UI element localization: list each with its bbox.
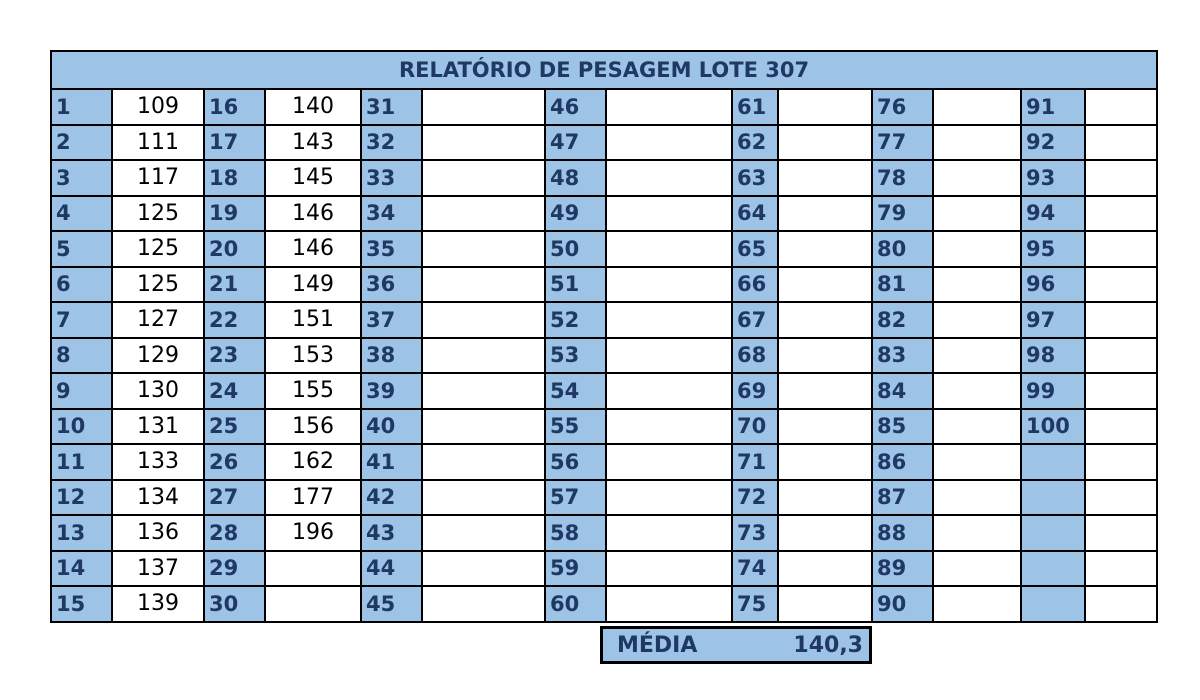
weight-cell — [1085, 515, 1157, 551]
weight-cell — [933, 373, 1021, 409]
animal-number-cell: 66 — [732, 267, 778, 303]
animal-number-cell: 21 — [204, 267, 265, 303]
weight-cell — [422, 89, 545, 125]
weight-cell — [606, 373, 732, 409]
table-row — [51, 89, 1157, 125]
animal-number-cell: 36 — [361, 267, 422, 303]
weight-cell — [778, 586, 872, 622]
animal-number-cell: 56 — [545, 444, 606, 480]
weight-cell — [422, 267, 545, 303]
weight-cell: 140 — [265, 89, 361, 125]
table-row — [51, 267, 1157, 303]
table-row — [51, 302, 1157, 338]
animal-number-cell: 32 — [361, 125, 422, 161]
animal-number-cell: 6 — [51, 267, 112, 303]
weight-cell — [778, 231, 872, 267]
animal-number-cell: 100 — [1021, 409, 1085, 445]
weight-cell: 131 — [112, 409, 204, 445]
animal-number-cell — [1021, 515, 1085, 551]
animal-number-cell: 94 — [1021, 196, 1085, 232]
weight-cell — [422, 231, 545, 267]
report-title: RELATÓRIO DE PESAGEM LOTE 307 — [51, 51, 1157, 89]
weight-cell: 146 — [265, 196, 361, 232]
weight-cell — [933, 515, 1021, 551]
weight-cell: 111 — [112, 125, 204, 161]
animal-number-cell: 76 — [872, 89, 933, 125]
weight-cell — [778, 515, 872, 551]
table-row — [51, 160, 1157, 196]
weight-cell — [606, 409, 732, 445]
animal-number-cell: 13 — [51, 515, 112, 551]
weight-cell — [422, 338, 545, 374]
animal-number-cell: 78 — [872, 160, 933, 196]
weight-cell — [422, 586, 545, 622]
weight-cell — [1085, 196, 1157, 232]
weight-cell: 177 — [265, 480, 361, 516]
weight-cell: 136 — [112, 515, 204, 551]
animal-number-cell: 27 — [204, 480, 265, 516]
weight-cell — [606, 267, 732, 303]
weight-cell: 134 — [112, 480, 204, 516]
animal-number-cell: 55 — [545, 409, 606, 445]
table-row — [51, 125, 1157, 161]
weight-cell — [606, 160, 732, 196]
weight-cell — [933, 551, 1021, 587]
animal-number-cell: 82 — [872, 302, 933, 338]
weight-cell — [933, 89, 1021, 125]
animal-number-cell: 89 — [872, 551, 933, 587]
weight-cell — [1085, 444, 1157, 480]
weight-cell — [1085, 267, 1157, 303]
animal-number-cell — [1021, 444, 1085, 480]
animal-number-cell: 70 — [732, 409, 778, 445]
animal-number-cell: 47 — [545, 125, 606, 161]
table-row — [51, 444, 1157, 480]
weight-cell: 145 — [265, 160, 361, 196]
animal-number-cell: 33 — [361, 160, 422, 196]
weight-cell: 130 — [112, 373, 204, 409]
weight-cell — [778, 373, 872, 409]
animal-number-cell: 9 — [51, 373, 112, 409]
animal-number-cell: 69 — [732, 373, 778, 409]
weight-cell — [933, 125, 1021, 161]
weight-cell: 127 — [112, 302, 204, 338]
animal-number-cell: 96 — [1021, 267, 1085, 303]
animal-number-cell: 25 — [204, 409, 265, 445]
weight-cell: 143 — [265, 125, 361, 161]
weight-cell — [1085, 551, 1157, 587]
animal-number-cell: 15 — [51, 586, 112, 622]
weight-cell: 149 — [265, 267, 361, 303]
weight-cell — [778, 444, 872, 480]
animal-number-cell: 20 — [204, 231, 265, 267]
weight-cell — [933, 444, 1021, 480]
table-row — [51, 196, 1157, 232]
animal-number-cell: 65 — [732, 231, 778, 267]
animal-number-cell — [1021, 551, 1085, 587]
animal-number-cell: 90 — [872, 586, 933, 622]
weight-cell — [933, 409, 1021, 445]
animal-number-cell: 73 — [732, 515, 778, 551]
animal-number-cell: 59 — [545, 551, 606, 587]
table-row — [51, 551, 1157, 587]
animal-number-cell: 42 — [361, 480, 422, 516]
animal-number-cell: 10 — [51, 409, 112, 445]
table-row — [51, 515, 1157, 551]
animal-number-cell: 12 — [51, 480, 112, 516]
animal-number-cell: 46 — [545, 89, 606, 125]
animal-number-cell: 23 — [204, 338, 265, 374]
weight-cell: 162 — [265, 444, 361, 480]
weight-cell — [1085, 586, 1157, 622]
animal-number-cell: 1 — [51, 89, 112, 125]
weight-cell — [422, 409, 545, 445]
weight-cell — [933, 338, 1021, 374]
animal-number-cell: 7 — [51, 302, 112, 338]
weight-cell — [422, 125, 545, 161]
animal-number-cell: 22 — [204, 302, 265, 338]
animal-number-cell: 67 — [732, 302, 778, 338]
weight-cell: 146 — [265, 231, 361, 267]
animal-number-cell: 16 — [204, 89, 265, 125]
animal-number-cell: 68 — [732, 338, 778, 374]
weight-cell — [933, 302, 1021, 338]
animal-number-cell: 35 — [361, 231, 422, 267]
animal-number-cell: 43 — [361, 515, 422, 551]
weight-cell — [422, 515, 545, 551]
weighing-report-table — [50, 50, 1158, 623]
animal-number-cell: 85 — [872, 409, 933, 445]
weight-cell: 117 — [112, 160, 204, 196]
animal-number-cell: 80 — [872, 231, 933, 267]
weight-cell — [606, 338, 732, 374]
animal-number-cell: 86 — [872, 444, 933, 480]
animal-number-cell: 44 — [361, 551, 422, 587]
average-box — [600, 626, 872, 664]
animal-number-cell: 17 — [204, 125, 265, 161]
animal-number-cell: 34 — [361, 196, 422, 232]
animal-number-cell: 72 — [732, 480, 778, 516]
weight-cell — [1085, 89, 1157, 125]
animal-number-cell: 62 — [732, 125, 778, 161]
table-row — [51, 338, 1157, 374]
weight-cell — [778, 160, 872, 196]
table-row — [51, 231, 1157, 267]
animal-number-cell: 38 — [361, 338, 422, 374]
animal-number-cell: 88 — [872, 515, 933, 551]
animal-number-cell: 53 — [545, 338, 606, 374]
weight-cell — [1085, 480, 1157, 516]
weight-cell: 139 — [112, 586, 204, 622]
table-row — [51, 480, 1157, 516]
animal-number-cell: 51 — [545, 267, 606, 303]
animal-number-cell: 28 — [204, 515, 265, 551]
animal-number-cell: 91 — [1021, 89, 1085, 125]
animal-number-cell: 61 — [732, 89, 778, 125]
weight-cell — [778, 89, 872, 125]
weight-cell — [778, 551, 872, 587]
animal-number-cell: 60 — [545, 586, 606, 622]
animal-number-cell: 74 — [732, 551, 778, 587]
weight-cell — [778, 480, 872, 516]
animal-number-cell: 31 — [361, 89, 422, 125]
animal-number-cell: 99 — [1021, 373, 1085, 409]
weight-cell: 133 — [112, 444, 204, 480]
weight-cell: 109 — [112, 89, 204, 125]
animal-number-cell: 4 — [51, 196, 112, 232]
animal-number-cell: 71 — [732, 444, 778, 480]
animal-number-cell: 92 — [1021, 125, 1085, 161]
weight-cell — [1085, 338, 1157, 374]
weight-cell: 137 — [112, 551, 204, 587]
weight-cell — [933, 160, 1021, 196]
animal-number-cell: 81 — [872, 267, 933, 303]
animal-number-cell: 95 — [1021, 231, 1085, 267]
weight-cell — [933, 231, 1021, 267]
weight-cell — [1085, 125, 1157, 161]
weight-cell — [422, 480, 545, 516]
weight-cell — [778, 409, 872, 445]
animal-number-cell: 75 — [732, 586, 778, 622]
animal-number-cell: 11 — [51, 444, 112, 480]
weight-cell — [606, 125, 732, 161]
weight-cell — [606, 480, 732, 516]
animal-number-cell: 5 — [51, 231, 112, 267]
weight-cell — [933, 480, 1021, 516]
animal-number-cell: 18 — [204, 160, 265, 196]
weight-cell — [778, 338, 872, 374]
animal-number-cell: 83 — [872, 338, 933, 374]
weight-cell: 156 — [265, 409, 361, 445]
weight-cell — [933, 586, 1021, 622]
animal-number-cell: 29 — [204, 551, 265, 587]
weight-cell — [422, 373, 545, 409]
animal-number-cell: 54 — [545, 373, 606, 409]
weight-cell — [1085, 160, 1157, 196]
animal-number-cell: 24 — [204, 373, 265, 409]
weight-cell — [1085, 231, 1157, 267]
weight-cell — [778, 196, 872, 232]
animal-number-cell: 84 — [872, 373, 933, 409]
animal-number-cell: 93 — [1021, 160, 1085, 196]
weight-cell: 125 — [112, 196, 204, 232]
weight-cell — [422, 196, 545, 232]
weight-cell — [606, 231, 732, 267]
weight-cell: 151 — [265, 302, 361, 338]
animal-number-cell: 58 — [545, 515, 606, 551]
animal-number-cell: 2 — [51, 125, 112, 161]
animal-number-cell: 41 — [361, 444, 422, 480]
weight-cell — [422, 551, 545, 587]
animal-number-cell: 49 — [545, 196, 606, 232]
weight-cell — [606, 586, 732, 622]
weight-cell — [1085, 302, 1157, 338]
animal-number-cell: 37 — [361, 302, 422, 338]
animal-number-cell: 79 — [872, 196, 933, 232]
weight-cell — [606, 196, 732, 232]
animal-number-cell: 77 — [872, 125, 933, 161]
animal-number-cell: 19 — [204, 196, 265, 232]
weight-cell — [778, 125, 872, 161]
animal-number-cell: 14 — [51, 551, 112, 587]
animal-number-cell: 40 — [361, 409, 422, 445]
animal-number-cell: 45 — [361, 586, 422, 622]
weight-cell — [606, 551, 732, 587]
animal-number-cell: 57 — [545, 480, 606, 516]
animal-number-cell: 64 — [732, 196, 778, 232]
weight-cell: 153 — [265, 338, 361, 374]
weight-cell — [778, 302, 872, 338]
animal-number-cell: 87 — [872, 480, 933, 516]
weight-cell: 129 — [112, 338, 204, 374]
animal-number-cell: 30 — [204, 586, 265, 622]
weight-cell — [606, 302, 732, 338]
animal-number-cell: 52 — [545, 302, 606, 338]
table-row — [51, 409, 1157, 445]
animal-number-cell — [1021, 586, 1085, 622]
animal-number-cell: 48 — [545, 160, 606, 196]
weight-cell — [606, 89, 732, 125]
weight-cell — [1085, 409, 1157, 445]
weight-cell: 125 — [112, 267, 204, 303]
animal-number-cell: 63 — [732, 160, 778, 196]
weight-cell — [422, 302, 545, 338]
animal-number-cell: 39 — [361, 373, 422, 409]
weight-cell — [422, 444, 545, 480]
weight-cell: 155 — [265, 373, 361, 409]
animal-number-cell: 50 — [545, 231, 606, 267]
weight-cell — [606, 444, 732, 480]
weight-cell — [606, 515, 732, 551]
weight-cell — [933, 267, 1021, 303]
table-row — [51, 586, 1157, 622]
weight-cell — [422, 160, 545, 196]
weight-cell — [933, 196, 1021, 232]
weight-cell — [265, 586, 361, 622]
weight-cell — [1085, 373, 1157, 409]
animal-number-cell: 3 — [51, 160, 112, 196]
animal-number-cell: 8 — [51, 338, 112, 374]
animal-number-cell: 26 — [204, 444, 265, 480]
weight-cell — [778, 267, 872, 303]
average-value: 140,3 — [793, 632, 863, 658]
weight-cell: 196 — [265, 515, 361, 551]
animal-number-cell: 98 — [1021, 338, 1085, 374]
animal-number-cell: 97 — [1021, 302, 1085, 338]
weight-cell: 125 — [112, 231, 204, 267]
animal-number-cell — [1021, 480, 1085, 516]
table-row — [51, 373, 1157, 409]
weight-cell — [265, 551, 361, 587]
average-label: MÉDIA — [617, 632, 698, 658]
